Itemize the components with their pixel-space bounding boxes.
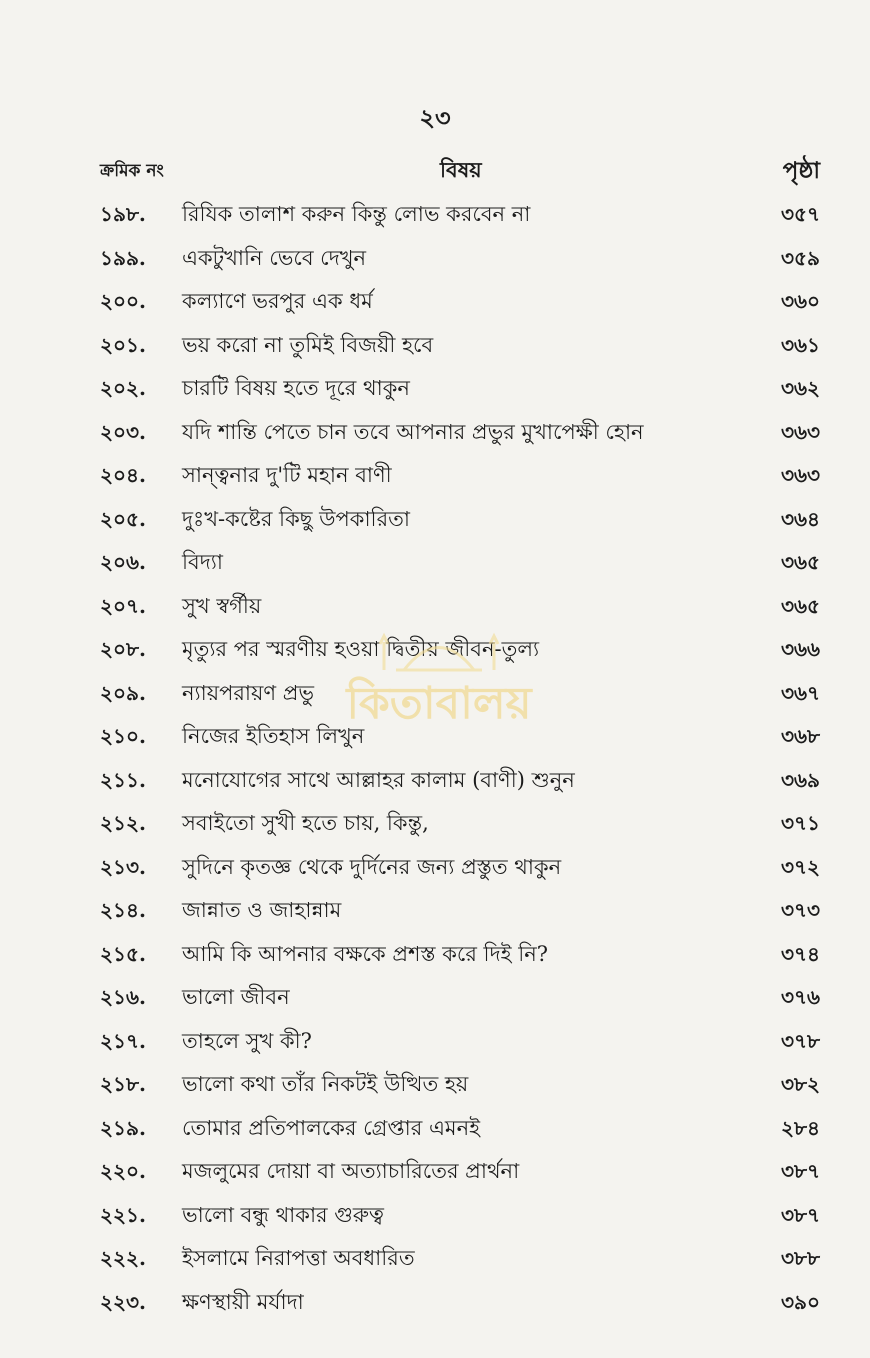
entry-title: সবাইতো সুখী হতে চায়, কিন্তু,	[182, 811, 429, 835]
entry-number: ২০৩.	[100, 419, 146, 444]
entry-number: ২১৬.	[100, 985, 146, 1009]
entry-number: ২২০.	[100, 1159, 146, 1183]
toc-entry	[100, 1062, 820, 1106]
entry-page: ৩৬৮	[781, 724, 820, 748]
entry-title: যদি শান্তি পেতে চান তবে আপনার প্রভুর মুখাপেক্ষী হোন	[182, 419, 644, 444]
toc-entry	[100, 758, 820, 802]
toc-entry	[100, 1193, 820, 1237]
entry-page: ৩৫৯	[781, 245, 820, 270]
toc-entry	[100, 540, 820, 584]
entry-page: ৩৮৭	[781, 1202, 820, 1227]
toc-entry	[100, 323, 820, 367]
toc-header	[100, 152, 820, 186]
toc-entry	[100, 671, 820, 715]
entry-number: ২১৯.	[100, 1115, 146, 1140]
entry-page: ৩৬৯	[781, 767, 820, 792]
entry-title: ভালো জীবন	[182, 985, 290, 1009]
entry-page: ৩৬৭	[780, 680, 820, 705]
toc-entry	[100, 192, 820, 236]
entry-number: ২১৭.	[100, 1028, 146, 1053]
toc-entry	[100, 453, 820, 497]
toc-entry	[100, 888, 820, 932]
toc-entry	[100, 279, 820, 323]
toc-entry	[100, 627, 820, 671]
entry-title: সুখ স্বর্গীয়	[182, 593, 262, 618]
entry-title: ক্ষণস্থায়ী মর্যাদা	[182, 1289, 304, 1314]
page-number: ২৩	[419, 103, 451, 132]
entry-number: ২২২.	[100, 1246, 146, 1270]
entry-title: ভয় করো না তুমিই বিজয়ী হবে	[182, 332, 434, 357]
entry-page: ৩৭৬	[780, 985, 820, 1009]
entry-title: কল্যাণে ভরপুর এক ধর্ম	[182, 289, 373, 313]
entry-page: ৩৬৪	[781, 506, 820, 531]
entry-title: দুঃখ-কষ্টের কিছু উপকারিতা	[182, 506, 410, 531]
toc-entry	[100, 975, 820, 1019]
entry-title: চারটি বিষয় হতে দূরে থাকুন	[182, 376, 410, 400]
toc-entry	[100, 1019, 820, 1063]
toc-entry	[100, 714, 820, 758]
table-of-contents	[100, 192, 820, 1323]
entry-page: ৩৯০	[781, 1289, 820, 1314]
entry-page: ৩৬২	[780, 376, 820, 400]
entry-title: ইসলামে নিরাপত্তা অবধারিত	[182, 1246, 415, 1270]
entry-number: ২১৩.	[100, 854, 146, 879]
entry-page: ৩৮৭	[781, 1159, 820, 1183]
entry-page: ৩৭৩	[780, 898, 820, 922]
entry-number: ২০০.	[100, 289, 146, 313]
entry-page: ৩৬১	[781, 332, 820, 357]
entry-title: ন্যায়পরায়ণ প্রভু	[182, 680, 315, 705]
entry-number: ২১১.	[100, 767, 146, 792]
entry-title: সান্ত্বনার দু'টি মহান বাণী	[182, 463, 392, 487]
toc-entry	[100, 236, 820, 280]
entry-title: জান্নাত ও জাহান্নাম	[182, 898, 342, 922]
entry-title: মনোযোগের সাথে আল্লাহর কালাম (বাণী) শুনুন	[182, 767, 575, 792]
entry-page: ৩৬৫	[781, 550, 820, 574]
watermark-text: কিতাবালয়	[346, 678, 532, 729]
entry-number: ২০৮.	[100, 637, 146, 661]
entry-number: ২১৫.	[100, 941, 146, 966]
entry-page: ৩৮২	[781, 1072, 820, 1096]
entry-number: ২১৮.	[100, 1072, 146, 1096]
entry-page: ৩৬৫	[781, 593, 820, 618]
toc-entry	[100, 845, 820, 889]
entry-page: ৩৬৬	[780, 637, 820, 661]
entry-title: মৃত্যুর পর স্মরণীয় হওয়া দ্বিতীয় জীবন-তুল্য	[182, 637, 540, 661]
toc-entry	[100, 410, 820, 454]
entry-number: ২০৪.	[100, 463, 146, 487]
entry-page: ৩৭৮	[781, 1028, 820, 1053]
entry-number: ২০৬.	[100, 550, 146, 574]
entry-page: ৩৬৩	[780, 419, 820, 444]
entry-title: ভালো বন্ধু থাকার গুরুত্ব	[182, 1202, 384, 1227]
page-header: পৃষ্ঠা	[782, 157, 820, 184]
entry-number: ২২৩.	[100, 1289, 146, 1314]
toc-entry	[100, 1106, 820, 1150]
entry-number: ২১৪.	[100, 898, 146, 922]
entry-title: রিযিক তালাশ করুন কিন্তু লোভ করবেন না	[182, 202, 531, 226]
toc-entry	[100, 1149, 820, 1193]
toc-entry	[100, 1280, 820, 1324]
subject-header: বিষয়	[440, 157, 482, 182]
entry-number: ২১০.	[100, 724, 146, 748]
toc-entry	[100, 1236, 820, 1280]
entry-number: ২১২.	[100, 811, 146, 835]
toc-entry	[100, 932, 820, 976]
entry-title: সুদিনে কৃতজ্ঞ থেকে দুর্দিনের জন্য প্রস্তুত থাকুন	[182, 854, 562, 879]
entry-title: তাহলে সুখ কী?	[182, 1028, 312, 1053]
entry-title: বিদ্যা	[182, 550, 223, 574]
entry-page: ৩৭২	[780, 854, 820, 879]
entry-number: ২০৫.	[100, 506, 146, 531]
entry-title: আমি কি আপনার বক্ষকে প্রশস্ত করে দিই নি?	[182, 941, 548, 966]
toc-entry	[100, 366, 820, 410]
serial-header: ক্রমিক নং	[100, 161, 164, 181]
entry-page: ৩৮৮	[781, 1246, 820, 1270]
entry-number: ২০৯.	[100, 680, 146, 705]
entry-page: ৩৬০	[780, 289, 820, 313]
entry-title: একটুখানি ভেবে দেখুন	[182, 245, 367, 270]
entry-page: ৩৭১	[781, 811, 820, 835]
toc-entry	[100, 497, 820, 541]
entry-number: ২২১.	[100, 1202, 146, 1227]
entry-page: ৩৭৪	[781, 941, 820, 966]
entry-title: তোমার প্রতিপালকের গ্রেপ্তার এমনই	[182, 1115, 481, 1140]
entry-number: ১৯৯.	[100, 245, 146, 270]
toc-entry	[100, 801, 820, 845]
entry-title: নিজের ইতিহাস লিখুন	[182, 724, 365, 748]
entry-number: ১৯৮.	[100, 202, 146, 226]
entry-page: ২৮৪	[781, 1115, 820, 1140]
entry-page: ৩৫৭	[781, 202, 820, 226]
toc-entry	[100, 584, 820, 628]
entry-number: ২০১.	[100, 332, 146, 357]
entry-number: ২০৭.	[100, 593, 146, 618]
entry-title: ভালো কথা তাঁর নিকটই উত্থিত হয়	[182, 1072, 469, 1096]
entry-title: মজলুমের দোয়া বা অত্যাচারিতের প্রার্থনা	[182, 1159, 520, 1183]
entry-number: ২০২.	[100, 376, 146, 400]
entry-page: ৩৬৩	[780, 463, 820, 487]
